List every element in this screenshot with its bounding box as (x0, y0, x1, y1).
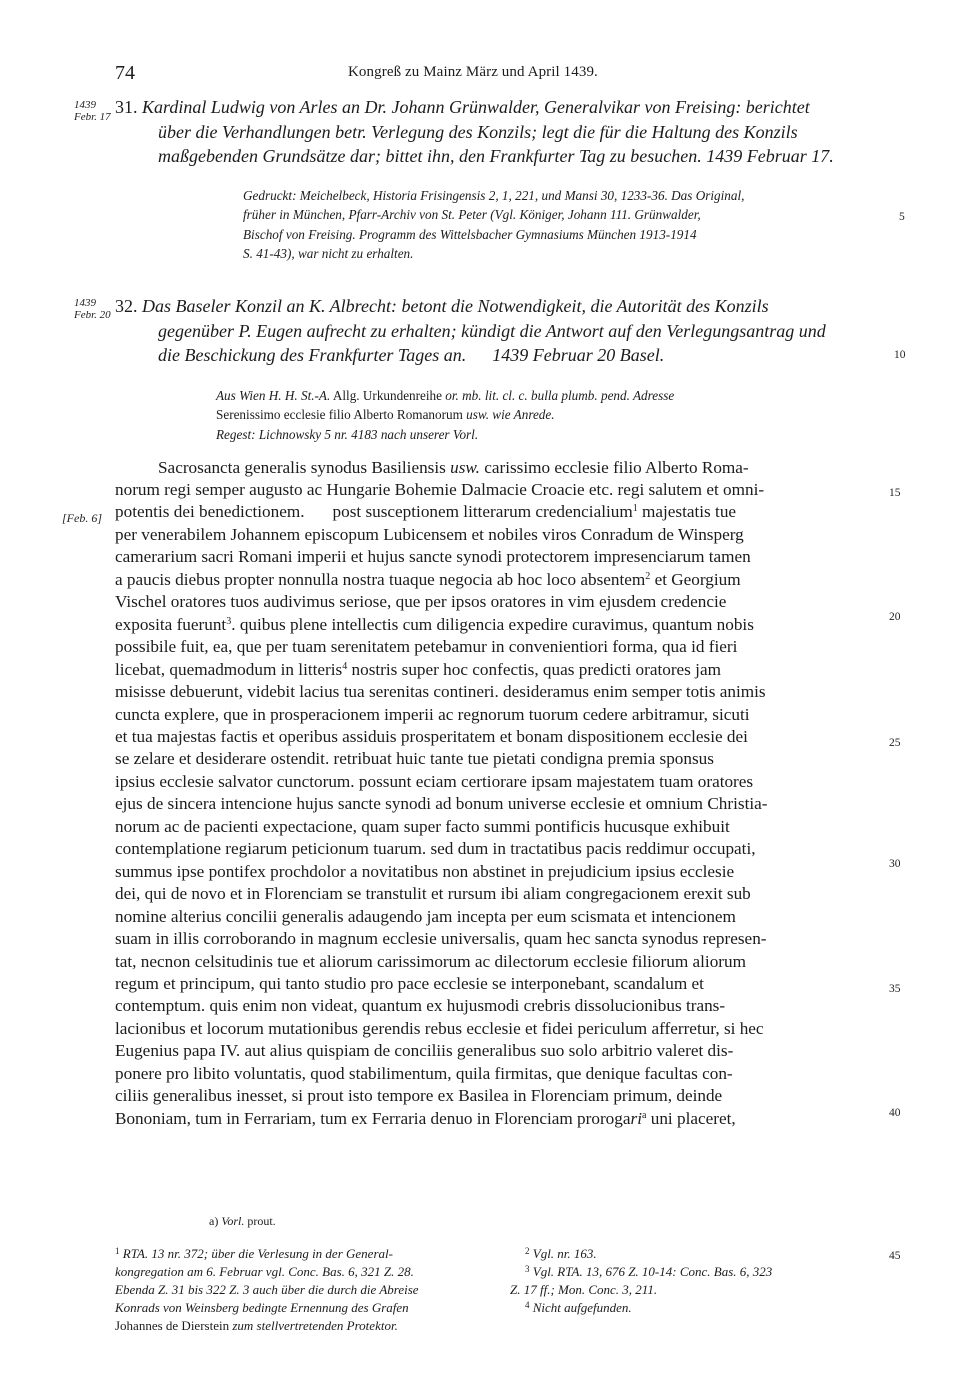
archive-description: or. mb. lit. cl. c. bulla plumb. pend. Adresse (445, 388, 675, 403)
text-line: norum regi semper augusto ac Hungarie Bohemie Dalmacie Croacie etc. regi salutem et omni- (115, 480, 765, 499)
footnote-text: kongregation am 6. Februar vgl. Conc. Bas. 6, 321 Z. 28. (115, 1264, 414, 1279)
footnote-line (115, 1317, 419, 1335)
text-run: exposita fuerunt (115, 614, 227, 634)
source-line (216, 405, 674, 424)
footnote-line (115, 1263, 419, 1281)
text-line: Vischel oratores tuos audivimus seriose, que per ipsos oratores in vim ejusdem credencie (115, 592, 727, 612)
note-line: S. 41-43), war nicht zu erhalten. (243, 246, 414, 262)
document-31-heading (115, 95, 834, 169)
document-number: 32. (115, 296, 138, 316)
text-line: regum et principum, qui tanto studio pro pace ecclesie se interponebant, scandalum et (115, 973, 704, 993)
text-run: Bononiam, tum in Ferrariam, tum ex Ferraria denuo in Florenciam proroga (115, 1108, 631, 1128)
footnote-text: Vgl. RTA. 13, 676 Z. 10-14: Conc. Bas. 6, 323 (532, 1264, 773, 1279)
archive-series: Allg. Urkundenreihe (332, 388, 442, 403)
text-run: usw. (450, 458, 480, 477)
heading-line (115, 343, 826, 368)
line-number: 45 (889, 1250, 901, 1262)
text-run: et Georgium (654, 569, 741, 589)
text-line: possibile fuit, ea, que per tuam serenitatem petebamur in convenientiori forma, qua id fieri (115, 637, 738, 657)
line-number: 5 (899, 211, 905, 223)
footnote-text: Johannes de Dierstein (115, 1318, 230, 1333)
text-line: contemptum. quis enim non videat, quantum ex hujusmodi crebris dissolucionibus trans- (115, 996, 726, 1016)
text-line: ipsius ecclesie salvator cunctorum. possunt eciam certiorare ipsam majestatem tuam oratores (115, 771, 754, 791)
footnote-line (510, 1281, 772, 1299)
footnotes-left (115, 1245, 419, 1335)
text-run: a paucis diebus propter nonnulla nostra tuaque negocia ab hoc loco absentem (115, 569, 646, 589)
footnote-marker: 3 (226, 615, 232, 627)
text-line: per venerabilem Johannem episcopum Lubicensem et nobiles viros Conradum de Winsperg (115, 524, 744, 544)
text-line: summus ipse pontifex prochdolor a novitatibus non abstinet in prejudicium ipsius ecclesie (115, 861, 735, 881)
footnote-number: 1 (115, 1246, 120, 1256)
footnote-marker: 2 (645, 570, 651, 582)
document-32-heading (115, 294, 826, 368)
text-line: contemplatione regiarum peticionum tuarum. sed dum in tractatibus pacis reddimur occupati, (115, 839, 756, 859)
heading-line: Kardinal Ludwig von Arles an Dr. Johann Grünwalder, Generalvikar von Freising: berichtet (142, 97, 810, 117)
page-number: 74 (115, 62, 135, 84)
text-line (115, 569, 767, 591)
footnote-line (510, 1263, 772, 1281)
line-number: 20 (889, 611, 901, 623)
source-line (216, 425, 674, 444)
footnotes-right (510, 1245, 772, 1317)
footnote-text: Konrads von Weinsberg bedingte Ernennung des Grafen (115, 1300, 409, 1315)
footnote-number: 4 (525, 1300, 530, 1310)
source-line (216, 386, 674, 405)
text-line: et tua majestas factis et operibus assiduis prosperitatem et bonam dispositionem ecclesie dei (115, 726, 748, 746)
text-run: nostris super hoc confectis, quas predicti oratores jam (351, 659, 721, 679)
margin-date-year: 1439 (74, 99, 96, 111)
text-line (115, 614, 767, 636)
line-number: 25 (889, 737, 901, 749)
main-text-first-line (158, 457, 749, 479)
variant-marker: a (641, 1109, 647, 1121)
text-line (115, 1108, 767, 1130)
text-line: camerarium sacri Romani imperii et hujus sancte synodi protectorem impresenciarum tamen (115, 547, 751, 567)
text-line: tat, necnon celsitudinis tue et aliorum carissimorum ac dilectorum ecclesie filiorum aliorum (115, 951, 746, 971)
text-line: se zelare et desiderare ostendit. retribuat huic tante tue pietati condigna premia sponsus (115, 749, 714, 769)
note-line: Bischof von Freising. Programm des Wittelsbacher Gymnasiums München 1913-1914 (243, 226, 697, 242)
footnote-line (115, 1245, 419, 1263)
document-31-print-note (243, 186, 744, 264)
footnote-text: Vgl. nr. 163. (532, 1246, 597, 1261)
footnote-marker: 1 (632, 503, 638, 515)
text-line (115, 659, 767, 681)
note-line: früher in München, Pfarr-Archiv von St. Peter (Vgl. Königer, Johann 111. Grünwalder, (243, 207, 701, 223)
margin-date-32 (74, 297, 111, 321)
footnote-line (115, 1281, 419, 1299)
text-line: nomine alterius concilii generalis adaugendo jam incepta per eum scismata et intencionem (115, 906, 736, 926)
line-number: 40 (889, 1107, 901, 1119)
margin-date-year: 1439 (74, 297, 96, 309)
footnote-number: 2 (525, 1246, 530, 1256)
line-number: 35 (889, 983, 901, 995)
margin-date-day: Febr. 17 (74, 111, 111, 123)
heading-text: die Beschickung des Frankfurter Tages an. (158, 345, 467, 365)
footnote-line (115, 1299, 419, 1317)
heading-line: über die Verhandlungen betr. Verlegung des Konzils; legt die für die Haltung des Konzils (158, 121, 798, 142)
text-line: lacionibus et locorum mutationibus gerendis rebus ecclesie et fidei periculum afferretur, si hec (115, 1018, 764, 1038)
text-line: ponere pro libito voluntatis, quod stabilimentum, quila firmitas, que denique facultas con- (115, 1063, 733, 1083)
text-line: suam in illis corroborando in magnum ecclesie universalis, quam hec sancta synodus represen- (115, 929, 767, 949)
footnote-text: RTA. 13 nr. 372; über die Verlesung in der General- (122, 1246, 393, 1261)
text-line: dei, qui de novo et in Florenciam se transtulit et rursum ibi aliam congregacionem erexit sub (115, 884, 751, 904)
text-run: licebat, quemadmodum in litteris (115, 659, 343, 679)
footnote-line (510, 1245, 772, 1263)
text-run: ri (630, 1108, 642, 1128)
note-line: Gedruckt: Meichelbeck, Historia Frisingensis 2, 1, 221, und Mansi 30, 1233-36. Das Original, (243, 188, 745, 203)
footnote-number: 3 (525, 1264, 530, 1274)
margin-date-feb6: [Feb. 6] (62, 511, 102, 525)
text-line: misisse debuerunt, videbit lacius tua serenitas contineri. desideramus enim semper totis animis (115, 682, 766, 702)
document-32-source (216, 386, 674, 444)
footnote-text: Z. 17 ff.; Mon. Conc. 3, 211. (510, 1282, 658, 1297)
heading-line: maßgebenden Grundsätze dar; bittet ihn, den Frankfurter Tag zu besuchen. 1439 Februar 17. (158, 146, 834, 166)
document-number: 31. (115, 97, 138, 117)
margin-date-day: Febr. 20 (74, 309, 111, 321)
line-number: 30 (889, 858, 901, 870)
regest-reference: Regest: Lichnowsky 5 nr. 4183 nach unserer Vorl. (216, 426, 479, 442)
variant-note (209, 1214, 276, 1229)
variant-reading: prout. (247, 1214, 276, 1228)
footnote-text: Nicht aufgefunden. (532, 1300, 632, 1315)
text-run: majestatis tue (642, 502, 737, 522)
heading-date: 1439 Februar 20 Basel. (492, 345, 665, 365)
running-title: Kongreß zu Mainz März und April 1439. (348, 64, 598, 80)
text-line: norum ac de pacienti expectacione, quam super facto summi pontificis hucusque exhibuit (115, 816, 730, 836)
line-number: 15 (889, 487, 901, 499)
line-number: 10 (894, 349, 906, 361)
text-run: Sacrosancta generalis synodus Basiliensis (158, 458, 446, 477)
text-run: uni placeret, (650, 1108, 736, 1128)
address-note: usw. wie Anrede. (466, 407, 555, 423)
text-line: ejus de sincera intencione hujus sancte synodi ad bonum universe ecclesie et omnium Christia- (115, 794, 768, 814)
address-text: Serenissimo ecclesie filio Alberto Romanorum (216, 407, 463, 423)
heading-line: Das Baseler Konzil an K. Albrecht: betont die Notwendigkeit, die Autorität des Konzils (142, 296, 769, 316)
variant-source: Vorl. (221, 1214, 245, 1228)
text-run: carissimo ecclesie filio Alberto Roma- (484, 458, 749, 477)
footnote-marker: 4 (342, 660, 348, 672)
text-run: post susceptionem litterarum credencialium (332, 502, 633, 522)
footnote-text: Ebenda Z. 31 bis 322 Z. 3 auch über die durch die Abreise (115, 1282, 419, 1297)
footnote-line (510, 1299, 772, 1317)
text-run: . quibus plene intellectis cum diligencia expedire curavimus, quantum nobis (231, 614, 754, 634)
text-line: cuncta explere, que in prosperacionem imperii ac regnorum tuorum cedere arbitramur, sicuti (115, 704, 750, 724)
text-line: ciliis generalibus inesset, si prout isto tempore ex Basilea in Florenciam primum, deinde (115, 1086, 723, 1106)
text-run: potentis dei benedictionem. (115, 502, 305, 522)
variant-label: a) (209, 1214, 219, 1228)
text-line: Eugenius papa IV. aut alius quispiam de conciliis generalibus suo solo arbitrio valeret dis- (115, 1041, 734, 1061)
heading-line: gegenüber P. Eugen aufrecht zu erhalten; kündigt die Antwort auf den Verlegungsantrag und (158, 320, 826, 341)
main-text (115, 479, 767, 1130)
text-line (115, 501, 767, 523)
margin-date-31 (74, 99, 111, 123)
footnote-text: zum stellvertretenden Protektor. (232, 1318, 398, 1333)
archive-name: Aus Wien H. H. St.-A. (216, 388, 331, 403)
